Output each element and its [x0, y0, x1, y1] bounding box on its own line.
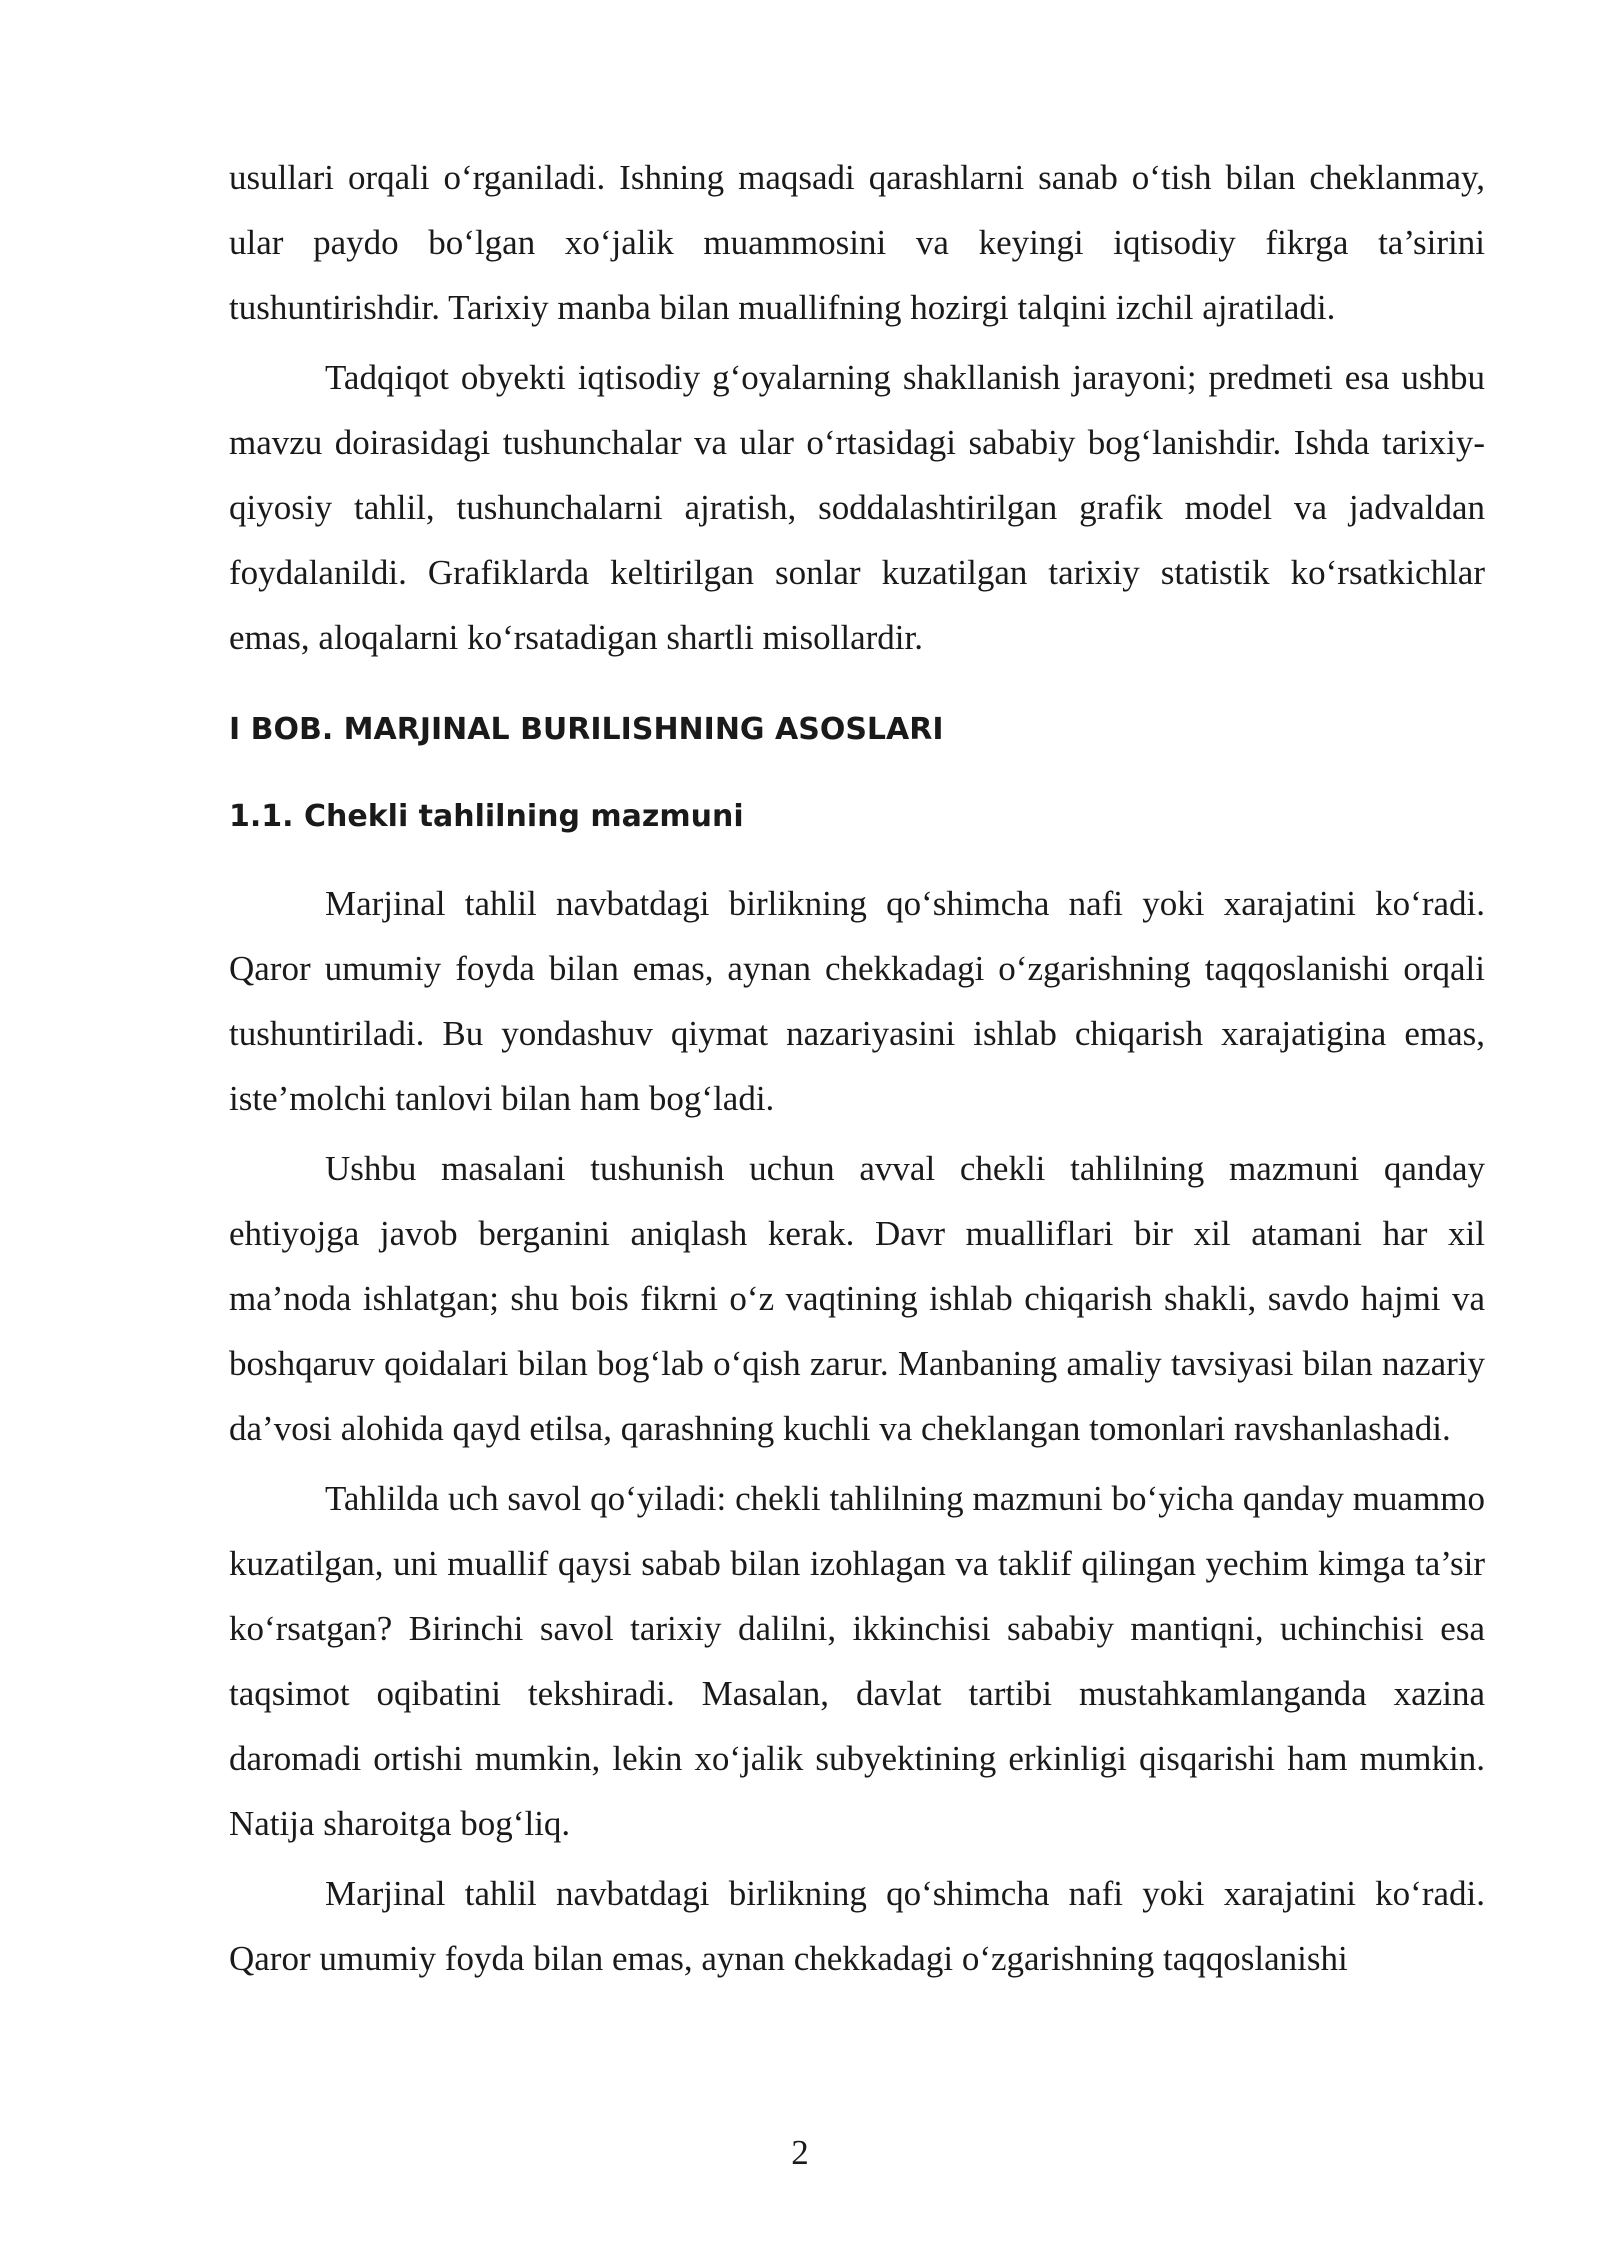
paragraph-research-object: Tadqiqot obyekti iqtisodiy g‘oyalarning shakllanish jarayoni; predmeti esa ushbu mavzu doirasidagi tushunchalar va ular o‘rtasidagi sababiy bog‘lanishdir. Ishda tarixiy-qiyosiy tahlil, tushunchalarni ajratish, soddalashtirilgan grafik model va jadvaldan foydalanildi. Grafiklarda keltirilgan sonlar kuzatilgan tarixiy statistik ko‘rsatkichlar emas, aloqalarni ko‘rsatadigan shartli misollardir. — [229, 358, 1485, 657]
paragraph-marginal-analysis: Marjinal tahlil navbatdagi birlikning qo‘shimcha nafi yoki xarajatini ko‘radi. Qaror umumiy foyda bilan emas, aynan chekkadagi o‘zgarishning taqqoslanishi orqali tushuntiriladi. Bu yondashuv qiymat nazariyasini ishlab chiqarish xarajatigina emas, iste’molchi tanlovi bilan ham bog‘ladi. — [229, 884, 1485, 1118]
paragraph-continued: usullari orqali o‘rganiladi. Ishning maqsadi qarashlarni sanab o‘tish bilan cheklanmay, ular paydo bo‘lgan xo‘jalik muammosini va keyingi iqtisodiy fikrga ta’sirini tushuntirishdir. Tarixiy manba bilan muallifning hozirgi talqini izchil ajratiladi. — [229, 158, 1485, 327]
paragraph-marginal-analysis-repeat: Marjinal tahlil navbatdagi birlikning qo‘shimcha nafi yoki xarajatini ko‘radi. Qaror umumiy foyda bilan emas, aynan chekkadagi o‘zgarishning taqqoslanishi — [229, 1874, 1485, 1978]
paragraph-context: Ushbu masalani tushunish uchun avval chekli tahlilning mazmuni qanday ehtiyojga javob berganini aniqlash kerak. Davr mualliflari bir xil atamani har xil ma’noda ishlatgan; shu bois fikrni o‘z vaqtining ishlab chiqarish shakli, savdo hajmi va boshqaruv qoidalari bilan bog‘lab o‘qish zarur. Manbaning amaliy tavsiyasi bilan nazariy da’vosi alohida qayd etilsa, qarashning kuchli va cheklangan tomonlari ravshanlashadi. — [229, 1149, 1485, 1448]
chapter-heading: I BOB. MARJINAL BURILISHNING ASOSLARI — [229, 712, 944, 747]
paragraph-three-questions: Tahlilda uch savol qo‘yiladi: chekli tahlilning mazmuni bo‘yicha qanday muammo kuzatilgan, uni muallif qaysi sabab bilan izohlagan va taklif qilingan yechim kimga ta’sir ko‘rsatgan? Birinchi savol tarixiy dalilni, ikkinchisi sababiy mantiqni, uchinchisi esa taqsimot oqibatini tekshiradi. Masalan, davlat tartibi mustahkamlanganda xazina daromadi ortishi mumkin, lekin xo‘jalik subyektining erkinligi qisqarishi ham mumkin. Natija sharoitga bog‘liq. — [229, 1479, 1485, 1843]
page-body — [229, 145, 1485, 1996]
section-heading: 1.1. Chekli tahlilning mazmuni — [229, 799, 744, 834]
page-number: 2 — [791, 2133, 809, 2172]
